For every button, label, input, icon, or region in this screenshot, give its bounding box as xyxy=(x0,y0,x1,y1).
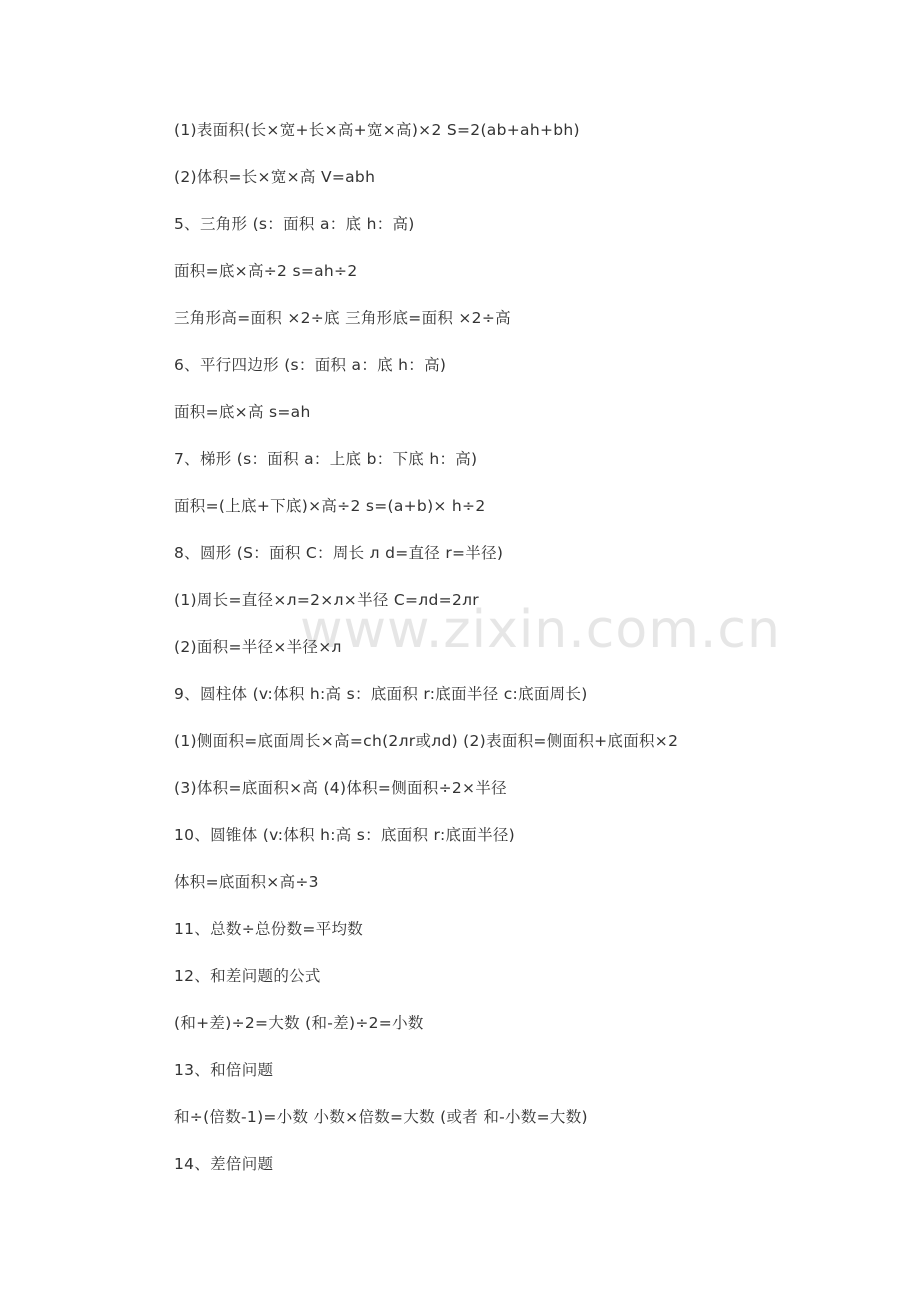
formula-line: 体积=底面积×高÷3 xyxy=(174,873,319,891)
section-heading: 10、圆锥体 (v:体积 h:高 s：底面积 r:底面半径) xyxy=(174,826,516,844)
section-heading: 12、和差问题的公式 xyxy=(174,967,321,985)
formula-line: (和+差)÷2=大数 (和-差)÷2=小数 xyxy=(174,1014,424,1032)
section-heading: 9、圆柱体 (v:体积 h:高 s：底面积 r:底面半径 c:底面周长) xyxy=(174,685,588,703)
formula-list xyxy=(174,118,874,1199)
formula-line: 面积=底×高÷2 s=ah÷2 xyxy=(174,262,358,280)
section-heading: 8、圆形 (S：面积 C：周长 л d=直径 r=半径) xyxy=(174,544,504,562)
section-heading: 14、差倍问题 xyxy=(174,1155,274,1173)
formula-line: (1)周长=直径×л=2×л×半径 C=лd=2лr xyxy=(174,591,479,609)
formula-line: 面积=底×高 s=ah xyxy=(174,403,311,421)
section-heading: 11、总数÷总份数=平均数 xyxy=(174,920,364,938)
formula-line: (1)侧面积=底面周长×高=ch(2лr或лd) (2)表面积=侧面积+底面积×2 xyxy=(174,732,679,750)
section-heading: 7、梯形 (s：面积 a：上底 b：下底 h：高) xyxy=(174,450,478,468)
formula-line: (3)体积=底面积×高 (4)体积=侧面积÷2×半径 xyxy=(174,779,507,797)
formula-line: (2)体积=长×宽×高 V=abh xyxy=(174,168,376,186)
watermark: www.zixin.com.cn xyxy=(300,600,781,660)
formula-line: (1)表面积(长×宽+长×高+宽×高)×2 S=2(ab+ah+bh) xyxy=(174,121,580,139)
formula-line: (2)面积=半径×半径×л xyxy=(174,638,342,656)
section-heading: 13、和倍问题 xyxy=(174,1061,274,1079)
formula-line: 面积=(上底+下底)×高÷2 s=(a+b)× h÷2 xyxy=(174,497,486,515)
formula-line: 和÷(倍数-1)=小数 小数×倍数=大数 (或者 和-小数=大数) xyxy=(174,1108,588,1126)
section-heading: 5、三角形 (s：面积 a：底 h：高) xyxy=(174,215,415,233)
section-heading: 6、平行四边形 (s：面积 a：底 h：高) xyxy=(174,356,447,374)
formula-line: 三角形高=面积 ×2÷底 三角形底=面积 ×2÷高 xyxy=(174,309,511,327)
